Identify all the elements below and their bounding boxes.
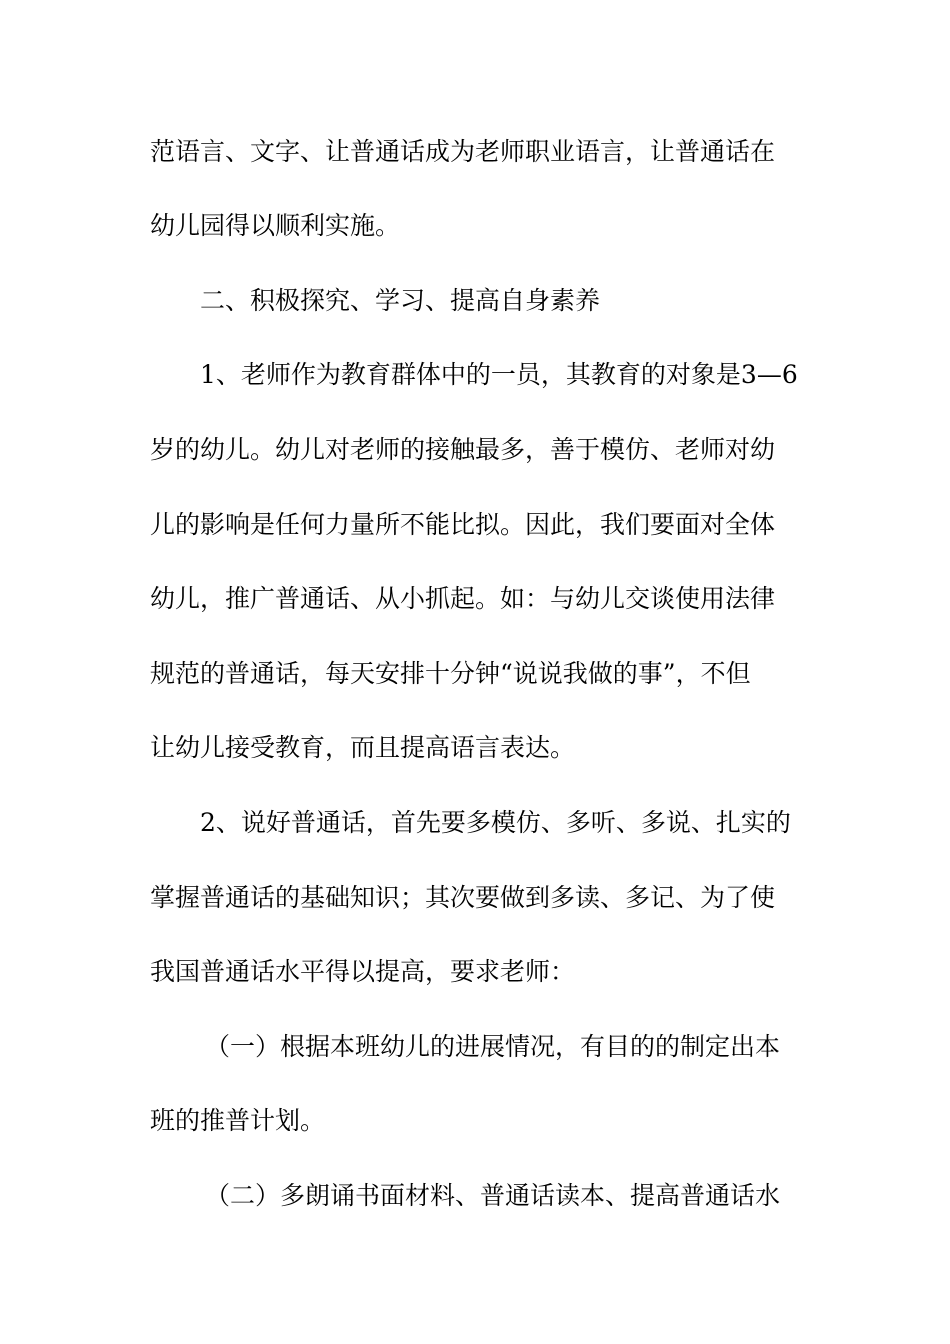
text-line: 儿的影响是任何力量所不能比拟。因此，我们要面对全体 — [150, 510, 776, 539]
text-line: 掌握普通话的基础知识；其次要做到多读、多记、为了使 — [150, 883, 776, 912]
text-line: 我国普通话水平得以提高，要求老师： — [150, 957, 576, 986]
text-line: 幼儿，推广普通话、从小抓起。如：与幼儿交谈使用法律 — [150, 584, 776, 613]
text-line: 让幼儿接受教育，而且提高语言表达。 — [150, 733, 576, 762]
text-line: 1、老师作为教育群体中的一员，其教育的对象是3—6 — [200, 360, 798, 389]
text-line: 幼儿园得以顺利实施。 — [150, 211, 401, 240]
text-line: 岁的幼儿。幼儿对老师的接触最多，善于模仿、老师对幼 — [150, 435, 776, 464]
text-line: 班的推普计划。 — [150, 1106, 326, 1135]
text-line: 规范的普通话，每天安排十分钟“说说我做的事”，不但 — [150, 659, 751, 688]
text-line: （一）根据本班幼儿的进展情况，有目的的制定出本 — [205, 1032, 781, 1061]
text-line: 2、说好普通话，首先要多模仿、多听、多说、扎实的 — [200, 808, 791, 837]
text-line: 范语言、文字、让普通话成为老师职业语言，让普通话在 — [150, 137, 776, 166]
text-line: （二）多朗诵书面材料、普通话读本、提高普通话水 — [205, 1181, 781, 1210]
section-heading: 二、积极探究、学习、提高自身素养 — [200, 286, 601, 315]
